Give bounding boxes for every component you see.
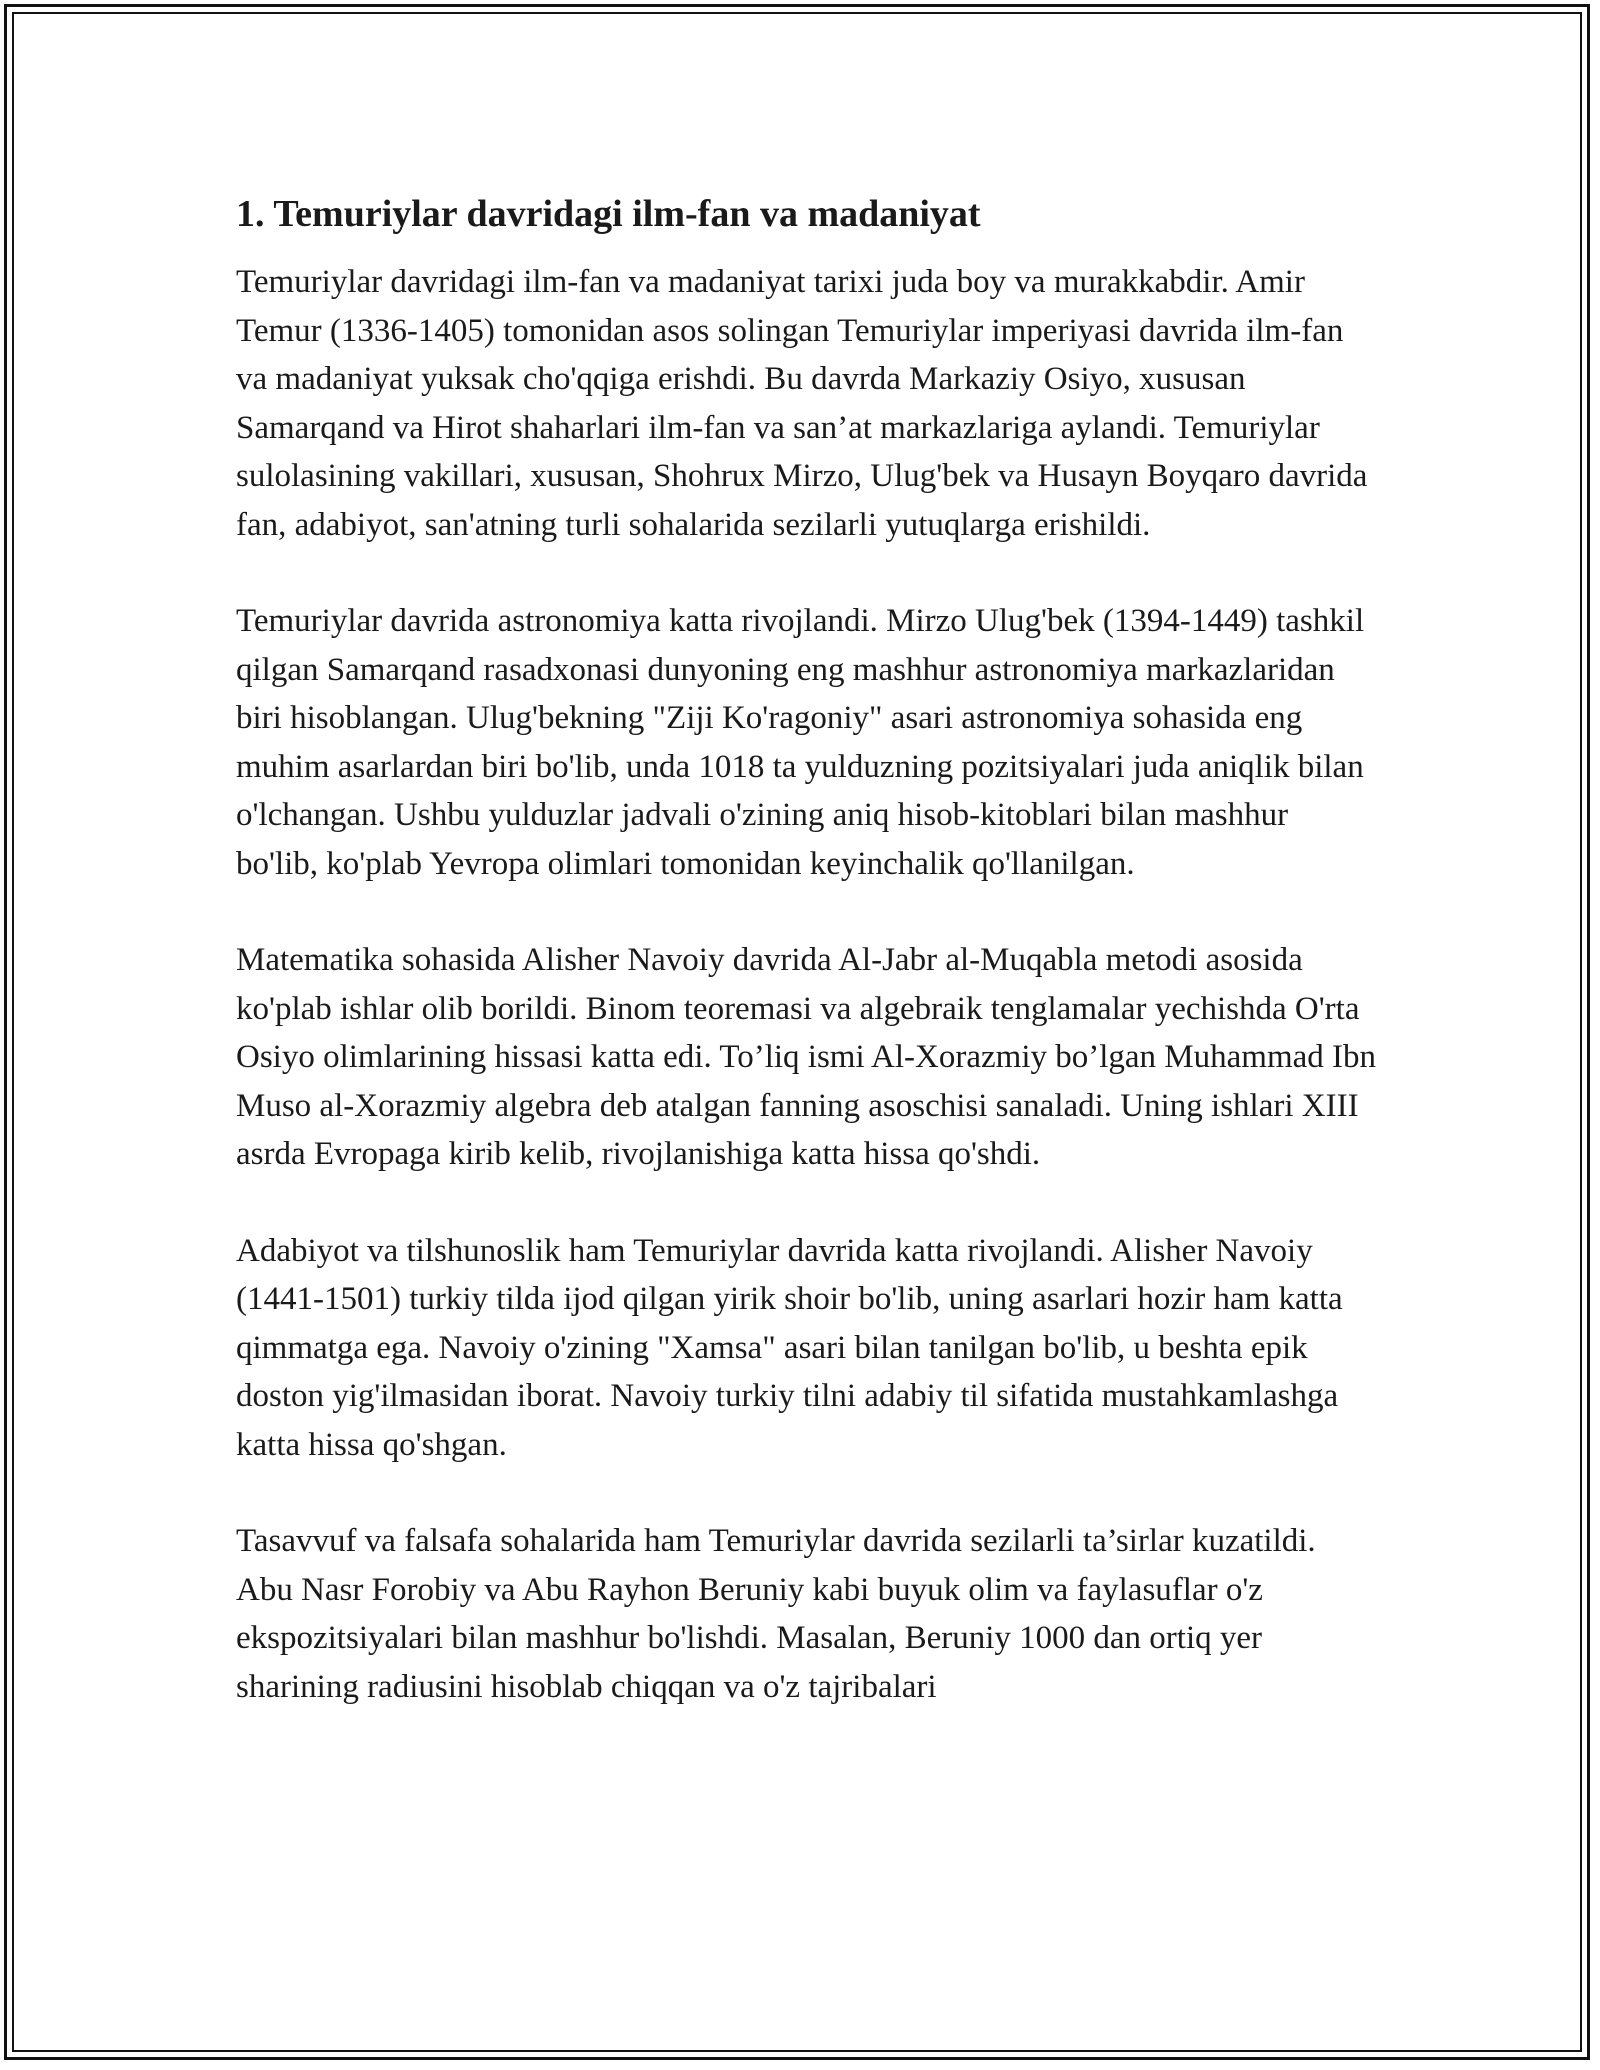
section-heading: 1. Temuriylar davridagi ilm-fan va madaniyat <box>236 193 981 235</box>
paragraph-intro: Temuriylar davridagi ilm-fan va madaniyat tarixi juda boy va murakkabdir. Amir Temur (1336-1405) tomonidan asos solingan Temuriylar imperiyasi davrida ilm-fan va madaniyat yuksak cho'qqiga erishdi. Bu davrda Markaziy Osiyo, xususan Samarqand va Hirot shaharlari ilm-fan va san’at markazlariga aylandi. Temuriylar sulolasining vakillari, xususan, Shohrux Mirzo, Ulug'bek va Husayn Boyqaro davrida fan, adabiyot, san'atning turli sohalarida sezilarli yutuqlarga erishildi. <box>236 264 1368 543</box>
paragraph-philosophy: Tasavvuf va falsafa sohalarida ham Temuriylar davrida sezilarli ta’sirlar kuzatildi. Abu Nasr Forobiy va Abu Rayhon Beruniy kabi buyuk olim va faylasuflar o'z ekspozitsiyalari bilan mashhur bo'lishdi. Masalan, Beruniy 1000 dan ortiq yer sharining radiusini hisoblab chiqqan va o'z tajribalari <box>236 1523 1316 1705</box>
paragraph-astronomy: Temuriylar davrida astronomiya katta rivojlandi. Mirzo Ulug'bek (1394-1449) tashkil qilgan Samarqand rasadxonasi dunyoning eng mashhur astronomiya markazlaridan biri hisoblangan. Ulug'bekning "Ziji Ko'ragoniy" asari astronomiya sohasida eng muhim asarlardan biri bo'lib, unda 1018 ta yulduzning pozitsiyalari juda aniqlik bilan o'lchangan. Ushbu yulduzlar jadvali o'zining aniq hisob-kitoblari bilan mashhur bo'lib, ko'plab Yevropa olimlari tomonidan keyinchalik qo'llanilgan. <box>236 603 1365 882</box>
paragraph-mathematics: Matematika sohasida Alisher Navoiy davrida Al-Jabr al-Muqabla metodi asosida ko'plab ishlar olib borildi. Binom teoremasi va algebraik tenglamalar yechishda O'rta Osiyo olimlarining hissasi katta edi. To’liq ismi Al-Xorazmiy bo’lgan Muhammad Ibn Muso al-Xorazmiy algebra deb atalgan fanning asoschisi sanaladi. Uning ishlari XIII asrda Evropaga kirib kelib, rivojlanishiga katta hissa qo'shdi. <box>236 942 1377 1172</box>
paragraph-literature: Adabiyot va tilshunoslik ham Temuriylar davrida katta rivojlandi. Alisher Navoiy (1441-1501) turkiy tilda ijod qilgan yirik shoir bo'lib, uning asarlari hozir ham katta qimmatga ega. Navoiy o'zining "Xamsa" asari bilan tanilgan bo'lib, u beshta epik doston yig'ilmasidan iborat. Navoiy turkiy tilni adabiy til sifatida mustahkamlashga katta hissa qo'shgan. <box>236 1232 1343 1463</box>
document-body <box>236 188 1376 1759</box>
